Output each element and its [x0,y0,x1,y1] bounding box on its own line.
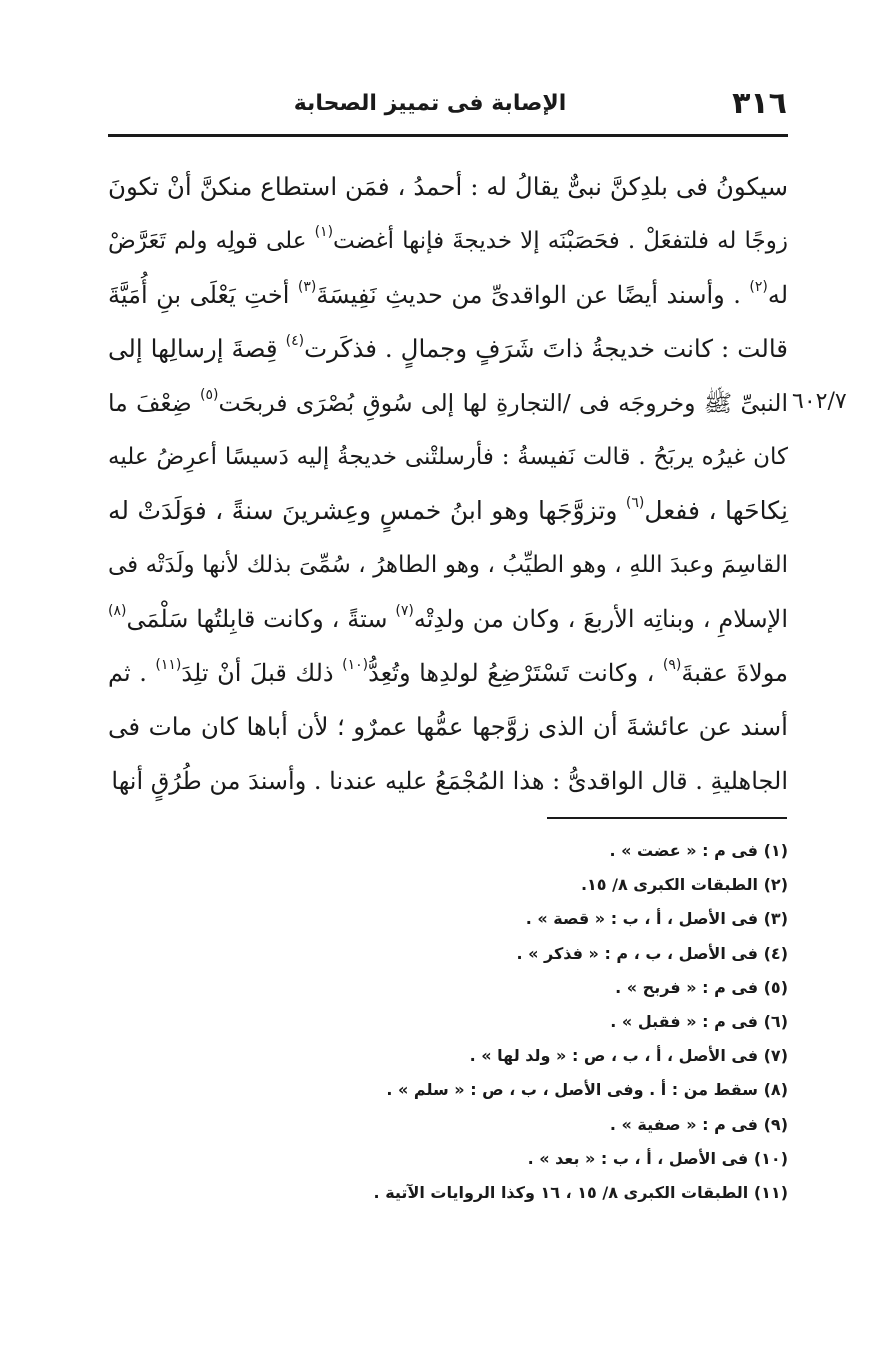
body-text-segment: أسند عن عائشةَ أن الذى زوَّجها عمُّها عمرٌو ؛ لأن أباها كان مات فى [108,712,788,741]
body-line [108,646,788,700]
body-line [108,160,788,214]
body-line [108,538,788,592]
footnotes [300,834,788,1210]
footnote-reference: (١١) [155,657,182,673]
page-number: ٣١٦ [732,86,787,121]
body-text-segment: . وأسند أيضًا عن الواقدىِّ من حديثِ نَفِيسَةَ [316,281,750,309]
footnote-reference: (٨) [108,603,127,619]
body-text-segment: قِصةَ إرسالِها إلى [108,334,286,363]
footnote-reference: (٩) [662,657,682,673]
footnote: (٢) الطبقات الكبرى ٨/ ١٥. [580,875,788,895]
footnote-separator [547,817,787,819]
footnote-reference: (٢) [749,279,768,295]
footnote: (٩) فى م : « صفية » . [609,1114,788,1134]
body-text-segment: كان غيرُه يربَحُ . قالت نَفيسةُ : فأرسلتْنى خديجةُ إليه دَسيسًا أعرِضُ عليه [108,444,788,470]
body-text-segment: ستةً ، وكانت قابِلتُها سَلْمَى [126,605,396,633]
footnote: (١١) الطبقات الكبرى ٨/ ١٥ ، ١٦ وكذا الروايات الآتية . [373,1182,788,1202]
body-line [108,268,788,322]
header-rule [108,134,788,137]
footnote: (١٠) فى الأصل ، أ ، ب : « بعد » . [527,1148,788,1168]
footnote-reference: (١٠) [342,657,369,673]
body-line [108,700,788,754]
body-text-segment: الإسلامِ ، وبناتِه الأربعَ ، وكان من ولدِتْه [413,605,788,633]
footnote: (٤) فى الأصل ، ب ، م : « فذكر » . [516,943,788,963]
body-line [108,592,788,646]
body-text-segment: أختِ يَعْلَى بنِ أُمَيَّةَ [108,281,298,309]
body-text-segment: ذلك قبلَ أنْ تلِدَ [181,659,343,687]
body-text-segment: ضِعْفَ ما [108,389,201,417]
footnote: (٦) فى م : « فقبل » . [610,1011,788,1031]
footnote: (٣) فى الأصل ، أ ، ب : « قصة » . [525,909,788,929]
body-text-segment: القاسِمَ وعبدَ اللهِ ، وهو الطيِّبُ ، وهو الطاهرُ ، سُمِّىَ بذلك لأنها ولَدَتْه فى [108,552,788,578]
body-text [108,160,788,808]
body-line [108,430,788,484]
body-text-segment: نِكاحَها ، ففعل [644,496,788,525]
footnote: (٨) سقط من : أ . وفى الأصل ، ب ، ص : « سلم » . [386,1080,788,1100]
body-text-segment: الجاهليةِ . قال الواقدىُّ : هذا المُجْمَعُ عليه عندنا . وأسندَ من طُرُقٍ أنها [111,767,788,795]
footnote: (٧) فى الأصل ، أ ، ب ، ص : « ولد لها » . [469,1046,788,1066]
body-text-segment: مولاةَ عقبةَ [681,659,788,687]
footnote-reference: (٤) [285,333,305,349]
body-line [108,214,788,268]
body-text-segment: له [767,281,789,309]
body-text-segment: زوجًا له فلتفعَلْ . فحَصَبْنَه إلا خديجةَ فإنها أغضت [333,228,788,254]
footnote-reference: (٣) [297,279,317,295]
body-line [108,322,788,376]
running-title: الإصابة فى تمييز الصحابة [293,91,567,116]
body-text-segment: سيكونُ فى بلدِكنَّ نبىٌّ يقالُ له : أحمدُ ، فمَن استطاع منكنَّ أنْ تكونَ [108,172,788,201]
margin-reference: ٦٠٢/٧ [792,389,847,414]
body-line [108,754,788,808]
body-text-segment: . ثم [108,659,156,687]
body-line [108,376,788,430]
body-text-segment: وتزوَّجَها وهو ابنُ خمسٍ وعِشرينَ سنةً ، فوَلَدَتْ له [108,496,626,525]
footnote: (١) فى م : « عضت » . [609,841,788,860]
body-line [108,484,788,538]
footnote: (٥) فى م : « فربح » . [615,977,788,997]
footnote-reference: (٦) [625,495,645,511]
footnote-reference: (١) [314,224,334,240]
body-text-segment: ، وكانت تَسْتَرْضِعُ لولدِها وتُعِدُّ [368,659,663,687]
footnote-reference: (٧) [395,603,414,619]
body-text-segment: النبىِّ ﷺ وخروجَه فى /التجارةِ لها إلى سُوقِ بُصْرَى فربحَت [218,389,788,417]
body-text-segment: قالت : كانت خديجةُ ذاتَ شَرَفٍ وجمالٍ . فذكَرت [304,334,788,363]
body-text-segment: على قولِه ولم تَعَرَّضْ [108,228,315,254]
footnote-reference: (٥) [200,387,219,403]
